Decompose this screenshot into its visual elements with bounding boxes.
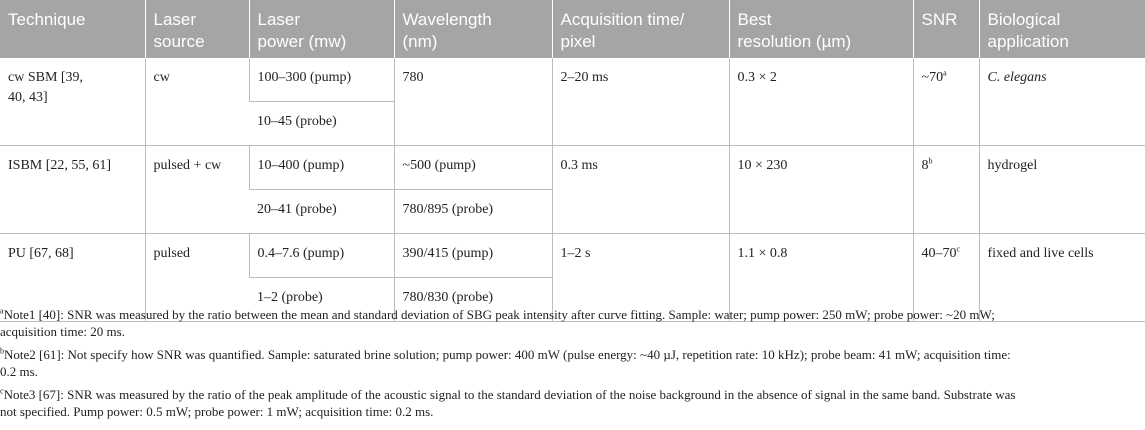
- cell-laser-power: 10–45 (probe): [249, 102, 394, 146]
- cell-laser-source: cw: [145, 58, 249, 146]
- table-footnotes: [0, 306, 1140, 420]
- cell-resolution: 1.1 × 0.8: [729, 234, 913, 322]
- cell-laser-power: 0.4–7.6 (pump): [249, 234, 394, 278]
- cell-application: C. elegans: [979, 58, 1145, 146]
- footnote-b: $^b$Note2 [61]: Not specify how SNR was quantified. Sample: saturated brine solution; pump power: 400 mW (pulse energy: ~40 µJ, repetition rate: 10 kHz); probe beam: 41 mW; acquisition time: 0.2 ms.: [0, 346, 1011, 379]
- cell-resolution: 10 × 230: [729, 146, 913, 234]
- header-biological-application: Biological application: [979, 0, 1145, 58]
- cell-wavelength: 780: [394, 58, 552, 146]
- header-laser-power: Laser power (mw): [249, 0, 394, 58]
- cell-wavelength: ~500 (pump): [394, 146, 552, 190]
- table-row: [0, 58, 1145, 102]
- cell-wavelength: 390/415 (pump): [394, 234, 552, 278]
- cell-wavelength: 780/830 (probe): [394, 278, 552, 322]
- cell-snr: ~70$^a$: [913, 58, 979, 146]
- cell-application: fixed and live cells: [979, 234, 1145, 322]
- footnote-mark: c: [956, 244, 961, 254]
- header-laser-source: Laser source: [145, 0, 249, 58]
- cell-resolution: 0.3 × 2: [729, 58, 913, 146]
- cell-laser-power: 20–41 (probe): [249, 190, 394, 234]
- cell-laser-power: 10–400 (pump): [249, 146, 394, 190]
- cell-wavelength: 780/895 (probe): [394, 190, 552, 234]
- cell-acquisition-time: 0.3 ms: [552, 146, 729, 234]
- cell-technique: PU [67, 68]: [0, 234, 145, 322]
- cell-acquisition-time: 1–2 s: [552, 234, 729, 322]
- cell-laser-source: pulsed + cw: [145, 146, 249, 234]
- header-technique: Technique: [0, 0, 145, 58]
- cell-laser-power: 1–2 (probe): [249, 278, 394, 322]
- cell-laser-source: pulsed: [145, 234, 249, 322]
- header-snr: SNR: [913, 0, 979, 58]
- cell-acquisition-time: 2–20 ms: [552, 58, 729, 146]
- footnote-mark: c: [0, 386, 4, 396]
- footnote-mark: a: [943, 68, 947, 78]
- footnote-mark: a: [0, 306, 4, 316]
- table-row: [0, 234, 1145, 278]
- cell-application: hydrogel: [979, 146, 1145, 234]
- cell-laser-power: 100–300 (pump): [249, 58, 394, 102]
- cell-technique: ISBM [22, 55, 61]: [0, 146, 145, 234]
- cell-snr: 8$^b$: [913, 146, 979, 234]
- footnote-mark: b: [928, 156, 933, 166]
- footnote-a: $^a$Note1 [40]: SNR was measured by the ratio between the mean and standard deviation of SBG peak intensity after curve fitting. Sample: water; pump power: 250 mW; probe power: ~20 mW; acquisition time: 20 ms.: [0, 306, 995, 339]
- header-best-resolution: Best resolution (µm): [729, 0, 913, 58]
- footnote-mark: b: [0, 346, 4, 356]
- cell-snr: 40–70$^c$: [913, 234, 979, 322]
- header-wavelength: Wavelength (nm): [394, 0, 552, 58]
- cell-technique: cw SBM [39, 40, 43]: [0, 58, 145, 146]
- header-row: [0, 0, 1145, 58]
- footnote-c: $^c$Note3 [67]: SNR was measured by the ratio of the peak amplitude of the acoustic signal to the standard deviation of the noise background in the absence of signal in the same band. Substrate was not specified. Pump power: 0.5 mW; probe power: 1 mW; acquisition time: 0.2 ms.: [0, 386, 1016, 419]
- table-row: [0, 146, 1145, 190]
- header-acquisition-time: Acquisition time/ pixel: [552, 0, 729, 58]
